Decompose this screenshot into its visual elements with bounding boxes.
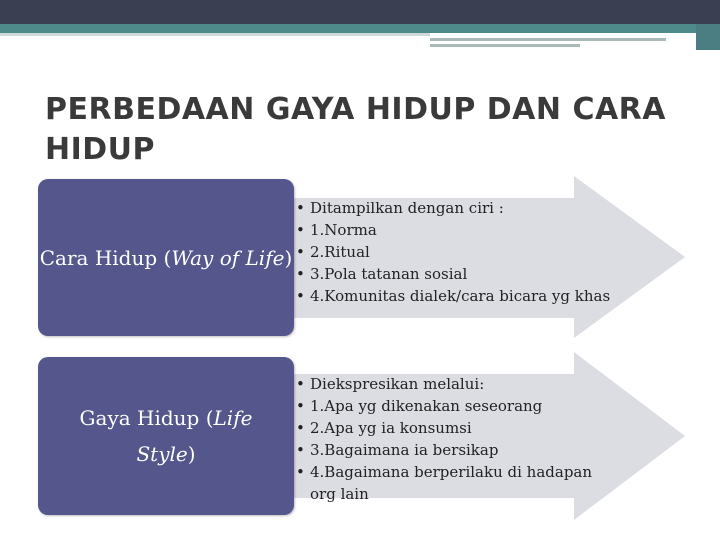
header-teal-stripe <box>0 24 696 33</box>
header-dark-bar <box>0 0 720 24</box>
comparison-row-way-of-life <box>0 176 720 338</box>
category-box <box>38 357 294 515</box>
category-label: Cara Hidup (Way of Life) <box>39 245 293 270</box>
list-item: • 3.Bagaimana ia bersikap <box>296 439 616 461</box>
list-item: • 3.Pola tatanan sosial <box>296 263 610 285</box>
category-label: Gaya Hidup (Life Style) <box>79 406 253 466</box>
list-item: • 2.Ritual <box>296 241 610 263</box>
list-item: • Ditampilkan dengan ciri : <box>296 197 610 219</box>
slide-title: PERBEDAAN GAYA HIDUP DAN CARA HIDUP <box>45 92 667 167</box>
list-item: • 1.Norma <box>296 219 610 241</box>
list-item: • 1.Apa yg dikenakan seseorang <box>296 395 616 417</box>
bullet-list <box>296 373 616 505</box>
header-teal-corner <box>696 24 720 50</box>
list-item: • Diekspresikan melalui: <box>296 373 616 395</box>
comparison-row-life-style <box>0 352 720 520</box>
list-item: • 4.Bagaimana berperilaku di hadapan org lain <box>296 461 616 505</box>
header-accent-line <box>430 44 580 47</box>
header-accent-line <box>430 38 666 41</box>
category-box <box>38 179 294 336</box>
bullet-list <box>296 197 610 307</box>
list-item: • 4.Komunitas dialek/cara bicara yg khas <box>296 285 610 307</box>
list-item: • 2.Apa yg ia konsumsi <box>296 417 616 439</box>
header-light-stripe <box>0 33 430 36</box>
